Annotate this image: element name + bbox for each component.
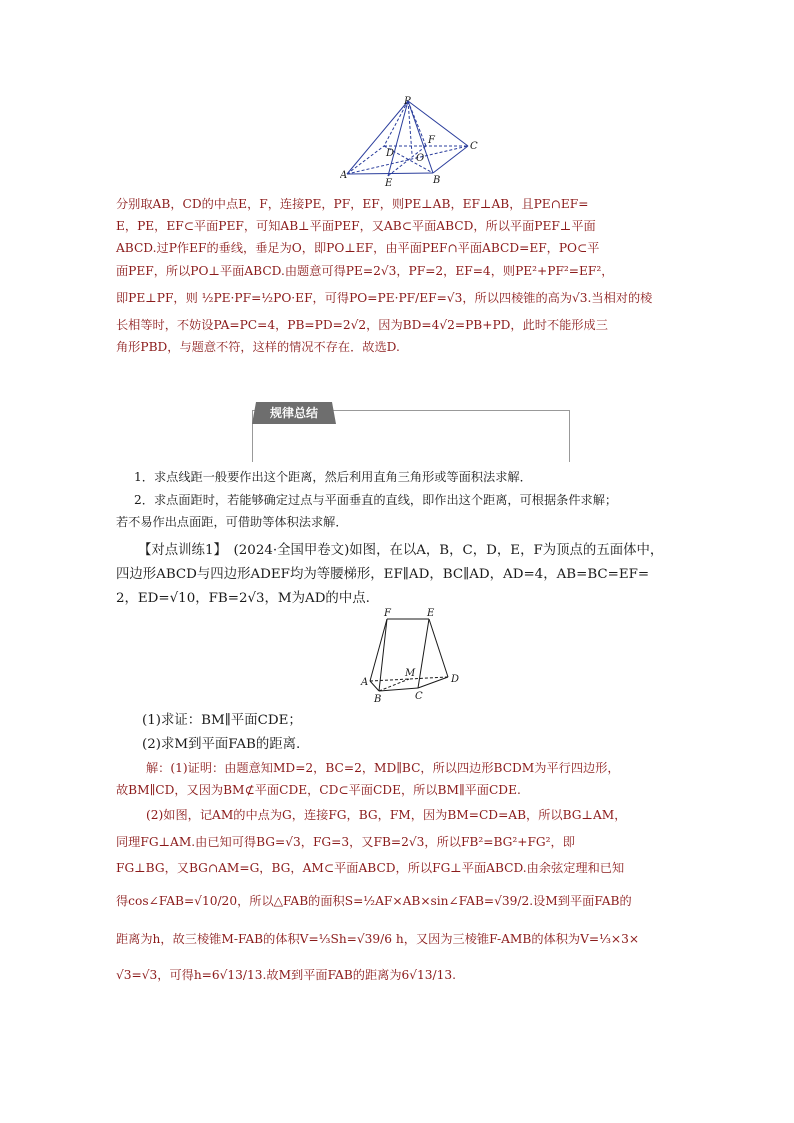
label-F2: F xyxy=(384,608,391,619)
question-1: (1)求证：BM∥平面CDE； xyxy=(142,713,302,728)
exercise-statement: 【对点训练1】 (2024·全国甲卷文)如图，在以A，B，C，D，E，F为顶点的五面体中， 四边形ABCD与四边形ADEF均为等腰梯形，EF∥AD，BC∥AD，AD=4，AB=BC=EF= 2，ED=√10，FB=2√3，M为AD的中点. xyxy=(116,543,664,606)
questions xyxy=(142,709,680,757)
summary-points: 1．求点线距一般要作出这个距离，然后利用直角三角形或等面积法求解． 2．求点面距时，若能够确定过点与平面垂直的直线，即作出这个距离，可根据条件求解； 若不易作出点面距，可借助等体积法求解． xyxy=(116,470,618,529)
label-B: B xyxy=(433,175,441,186)
label-F: F xyxy=(428,135,435,146)
solution-1: 分别取AB，CD的中点E，F，连接PE，PF，EF，则PE⊥AB，EF⊥AB，且PE∩EF= E，PE，EF⊂平面PEF，可知AB⊥平面PEF，又AB⊂平面ABCD，所以平面PEF⊥平面 ABCD.过P作EF的垂线，垂足为O，即PO⊥EF，由平面PEF∩平面ABCD=EF，PO⊂平 面PEF，所以PO⊥平面ABCD.由题意可得PE=2√3，PF=2，EF=4，则PE²+PF²=EF²， 即PE⊥PF，则 ½PE·PF=½PO·EF，可得PO=PE·PF/EF=√3，所以四棱锥的高为√3.当相对的棱 长相等时，不妨设PA=PC=4，PB=PD=2√2，因为BD=4√2=PB+PD，此时不能形成三 角形PBD，与题意不符，这样的情况不存在．故选D. xyxy=(116,197,653,355)
label-D: D xyxy=(386,148,395,159)
label-C2: C xyxy=(415,691,423,702)
label-D2: D xyxy=(451,674,460,685)
label-C: C xyxy=(470,141,478,152)
label-A: A xyxy=(340,170,348,181)
label-B2: B xyxy=(374,694,382,705)
solution-2: 解：(1)证明：由题意知MD=2，BC=2，MD∥BC，所以四边形BCDM为平行四边形， 故BM∥CD，又因为BM⊄平面CDE，CD⊂平面CDE，所以BM∥平面CDE. (2)如图，记AM的中点为G，连接FG，BG，FM，因为BM=CD=AB，所以BG⊥AM， 同理FG⊥AM.由已知可得BG=√3，FG=3，又FB=2√3，所以FB²=BG²+FG²，即 FG⊥BG，又BG∩AM=G，BG，AM⊂平面ABCD，所以FG⊥平面ABCD.由余弦定理和已知 得cos∠FAB=√10/20，所以△FAB的面积S=½AF×AB×sin∠FAB=√39/2.设M到平面FAB的 距离为h，故三棱锥M-FAB的体积V=⅓Sh=√39/6 h，又因为三棱锥F-AMB的体积为V=⅓×3× √3=√3，可得h=6√13/13.故M到平面FAB的距离为6√13/13. xyxy=(116,761,640,983)
label-E2: E xyxy=(427,608,435,619)
pentahedron-figure xyxy=(360,606,466,706)
label-E: E xyxy=(385,178,393,186)
pyramid-figure xyxy=(340,94,490,186)
summary-box xyxy=(252,406,570,462)
label-P: P xyxy=(404,96,411,107)
label-O: O xyxy=(416,153,425,164)
question-2: (2)求M到平面FAB的距离. xyxy=(142,737,301,752)
label-M2: M xyxy=(405,668,416,679)
summary-title: 规律总结 xyxy=(256,402,332,424)
label-A2: A xyxy=(361,677,369,688)
